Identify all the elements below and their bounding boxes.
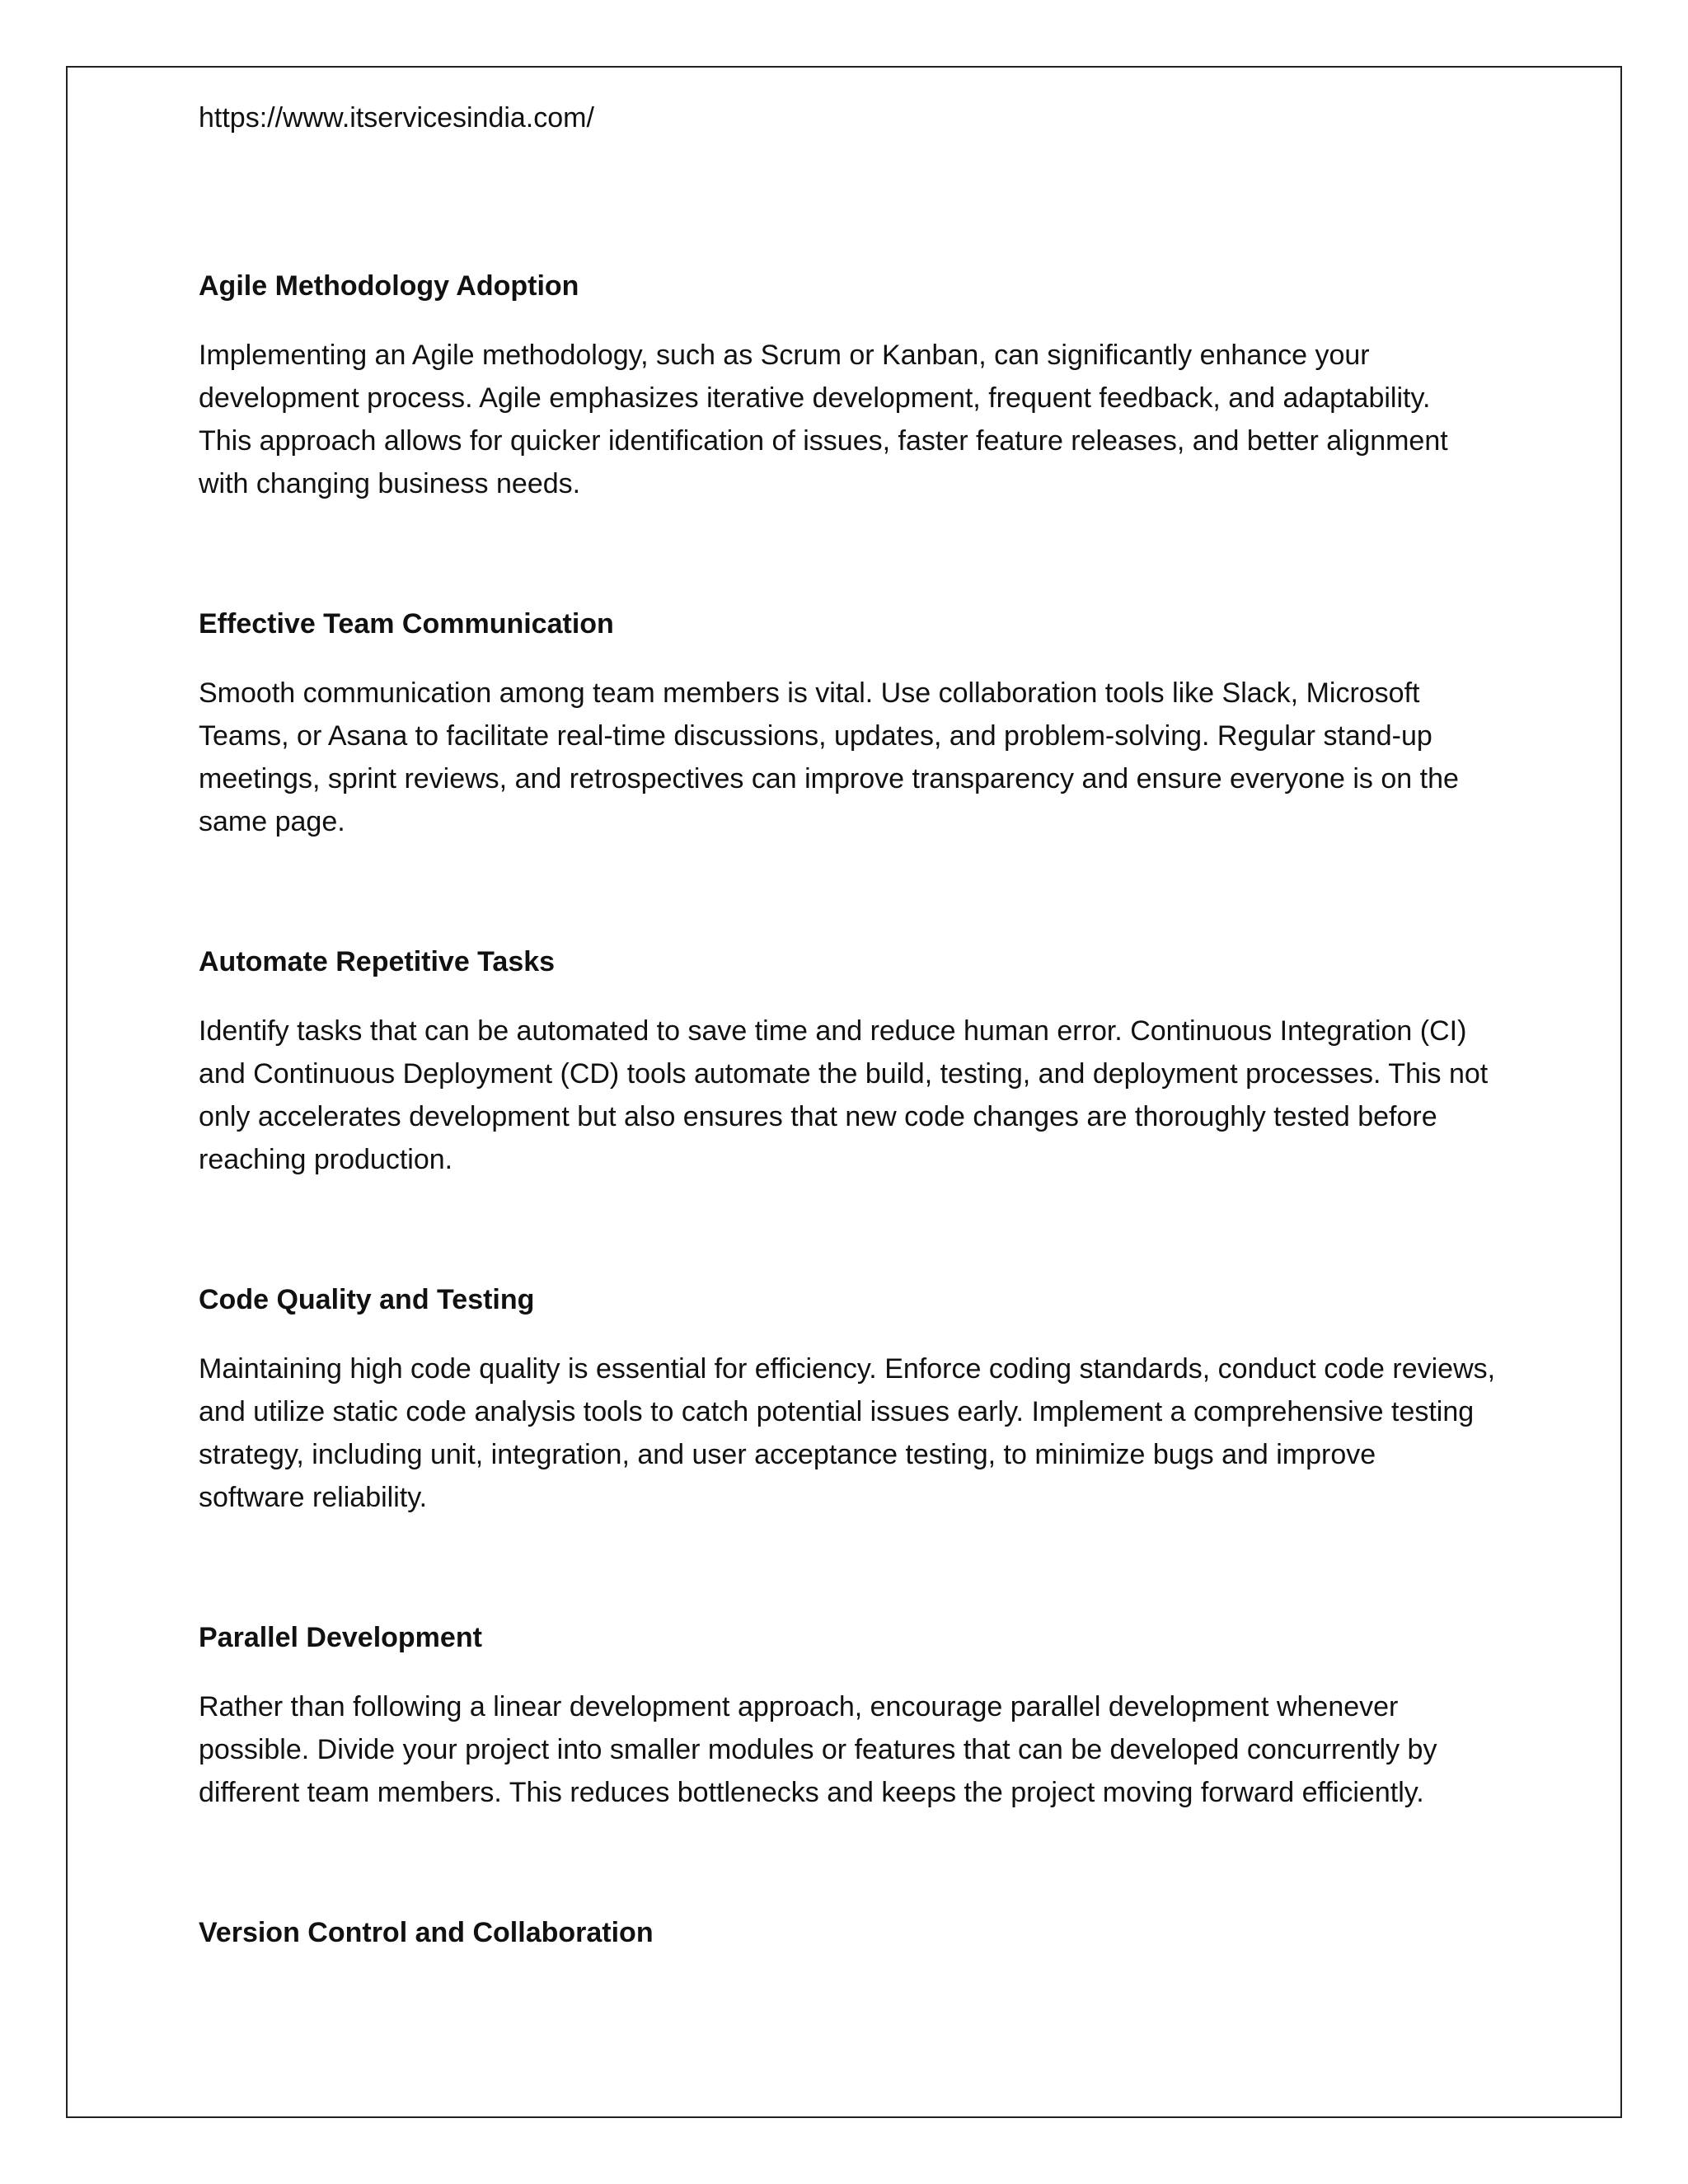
section-parallel-development [199,1616,1501,1814]
section-paragraph [199,672,1501,843]
paragraph-line: Identify tasks that can be automated to save time and reduce human error. Continuous Integration (CI) [199,1015,1467,1047]
section-team-communication [199,602,1501,843]
section-heading: Version Control and Collaboration [199,1917,654,1948]
source-url[interactable]: https://www.itservicesindia.com/ [199,102,594,134]
paragraph-line: meetings, sprint reviews, and retrospectives can improve transparency and ensure everyone is on the [199,763,1459,794]
paragraph-line: Smooth communication among team members is vital. Use collaboration tools like Slack, Microsoft [199,677,1420,709]
paragraph-line: with changing business needs. [199,468,581,499]
spacer [199,1814,1501,1911]
paragraph-line: only accelerates development but also ensures that new code changes are thoroughly tested before [199,1101,1437,1132]
paragraph-line: software reliability. [199,1482,428,1513]
spacer [199,139,1501,265]
paragraph-line: and Continuous Deployment (CD) tools automate the build, testing, and deployment processes. This not [199,1058,1489,1090]
paragraph-line: Teams, or Asana to facilitate real-time discussions, updates, and problem-solving. Regular stand-up [199,720,1432,752]
document-content [199,96,1501,1954]
section-code-quality [199,1278,1501,1519]
paragraph-line: same page. [199,806,345,837]
section-heading: Code Quality and Testing [199,1284,535,1315]
paragraph-line: reaching production. [199,1144,453,1175]
section-paragraph [199,334,1501,505]
paragraph-line: Maintaining high code quality is essential for efficiency. Enforce coding standards, conduct code reviews, [199,1353,1496,1385]
paragraph-line: and utilize static code analysis tools to catch potential issues early. Implement a comprehensive testing [199,1396,1475,1427]
paragraph-line: different team members. This reduces bottlenecks and keeps the project moving forward efficiently. [199,1777,1424,1808]
spacer [199,505,1501,602]
section-heading: Agile Methodology Adoption [199,270,579,302]
section-paragraph [199,1347,1501,1519]
paragraph-line: possible. Divide your project into smaller modules or features that can be developed concurrently by [199,1734,1437,1765]
paragraph-line: Rather than following a linear development approach, encourage parallel development whenever [199,1691,1399,1722]
paragraph-line: Implementing an Agile methodology, such as Scrum or Kanban, can significantly enhance your [199,340,1370,371]
paragraph-line: development process. Agile emphasizes iterative development, frequent feedback, and adaptability. [199,382,1431,414]
section-paragraph [199,1010,1501,1181]
paragraph-line: This approach allows for quicker identification of issues, faster feature releases, and better alignment [199,425,1448,457]
paragraph-line: strategy, including unit, integration, and user acceptance testing, to minimize bugs and improve [199,1439,1376,1470]
section-version-control [199,1911,1501,1954]
spacer [199,1519,1501,1616]
section-heading: Automate Repetitive Tasks [199,946,556,977]
spacer [199,843,1501,940]
section-paragraph [199,1685,1501,1814]
section-automate-tasks [199,940,1501,1181]
section-heading: Parallel Development [199,1622,482,1653]
section-heading: Effective Team Communication [199,608,614,640]
section-agile [199,265,1501,505]
spacer [199,1181,1501,1278]
